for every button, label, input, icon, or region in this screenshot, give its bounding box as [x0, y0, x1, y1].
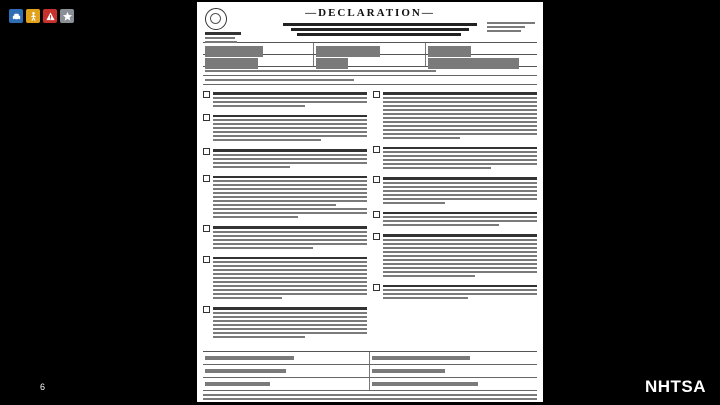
- form-header: [203, 6, 537, 43]
- icon-bar: [9, 9, 74, 23]
- entry-fields-row-4: [203, 76, 537, 85]
- nhtsa-logo: NHTSA: [644, 377, 706, 396]
- page-number: 6: [40, 382, 46, 392]
- form-subtitle: [283, 21, 477, 38]
- omb-number: [487, 20, 535, 34]
- declaration-boxes: [203, 90, 537, 348]
- form-title: —DECLARATION—: [305, 7, 435, 19]
- agency-name: [205, 30, 245, 45]
- alert-road-icon[interactable]: [43, 9, 57, 23]
- entry-fields-row-1: [203, 43, 537, 55]
- entry-fields-row-2: [203, 55, 537, 67]
- left-column: [203, 90, 367, 348]
- signature-block: [203, 351, 537, 391]
- star-icon[interactable]: [60, 9, 74, 23]
- pedestrian-icon[interactable]: [26, 9, 40, 23]
- right-column: [373, 90, 537, 348]
- vehicle-icon[interactable]: [9, 9, 23, 23]
- form-footer: [203, 394, 537, 402]
- declaration-form-image: [197, 2, 543, 402]
